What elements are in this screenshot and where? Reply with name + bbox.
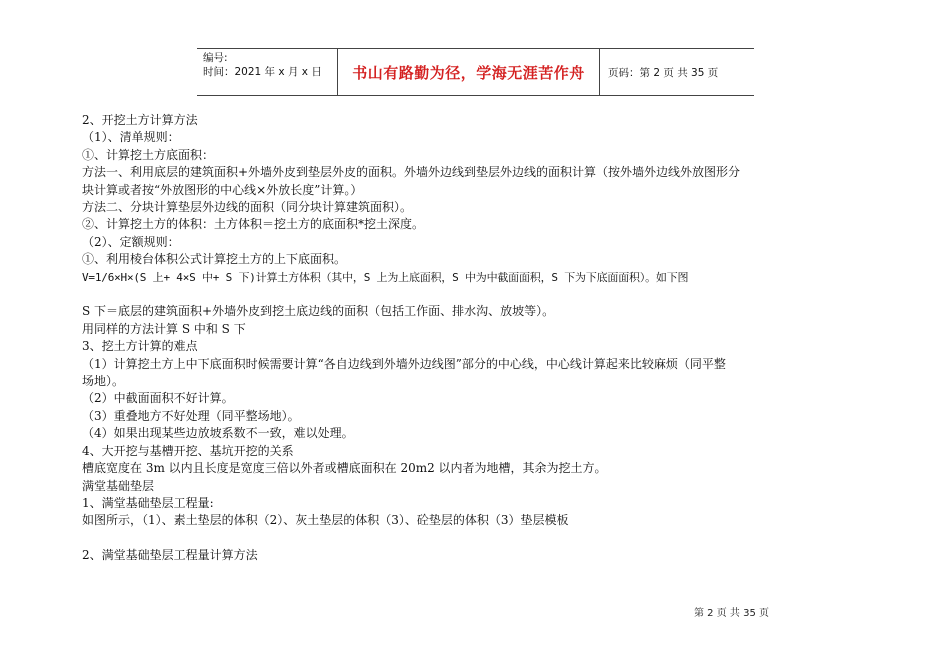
- body-line: 槽底宽度在 3m 以内且长度是宽度三倍以外者或槽底面积在 20m2 以内者为地槽，其余为挖土方。: [82, 461, 607, 476]
- blank-line: [82, 286, 830, 303]
- header-page-cell: [600, 49, 754, 95]
- subheading: （2）、定额规则：: [82, 234, 180, 249]
- body-line: （2）中截面面积不好计算。: [82, 391, 234, 406]
- body-line: ①、计算挖土方底面积：: [82, 147, 215, 162]
- blank-line: [82, 530, 830, 547]
- body-line: S 下＝底层的建筑面积+外墙外皮到挖土底边线的面积（包括工作面、排水沟、放坡等）。: [82, 304, 555, 319]
- body-line: 1、满堂基础垫层工程量:: [82, 495, 214, 510]
- body-line: （4）如果出现某些边放坡系数不一致，难以处理。: [82, 426, 354, 441]
- body-line: ②、计算挖土方的体积：土方体积＝挖土方的底面积*挖土深度。: [82, 217, 425, 232]
- body-line: （3）重叠地方不好处理（同平整场地）。: [82, 408, 300, 423]
- body-line: 用同样的方法计算 S 中和 S 下: [82, 321, 246, 336]
- motto-text: 书山有路勤为径，学海无涯苦作舟: [352, 63, 585, 82]
- body-line: 场地）。: [82, 374, 125, 389]
- body-line: 如图所示，（1）、素土垫层的体积（2）、灰土垫层的体积（3）、砼垫层的体积（3）垫层模板: [82, 513, 569, 528]
- section-heading: 4、大开挖与基槽开挖、基坑开挖的关系: [82, 443, 294, 458]
- body-line: （1）计算挖土方上中下底面积时候需要计算“各自边线到外墙外边线图”部分的中心线，中心线计算起来比较麻烦（同平整: [82, 356, 726, 371]
- formula-line: V=1/6×H×(S 上+ 4×S 中+ S 下)计算土方体积（其中，S 上为上底面积，S 中为中截面面积，S 下为下底面面积）。如下图: [82, 270, 689, 284]
- document-body: [82, 112, 830, 565]
- section-heading: 3、挖土方计算的难点: [82, 339, 198, 354]
- section-heading: 2、开挖土方计算方法: [82, 113, 198, 127]
- page-code: 页码：第 2 页 共 35 页: [608, 66, 719, 79]
- page-footer: [694, 604, 769, 619]
- body-line: 2、满堂基础垫层工程量计算方法: [82, 548, 258, 563]
- body-line: 方法一、利用底层的建筑面积+外墙外皮到垫层外皮的面积。外墙外边线到垫层外边线的面积计算（按外墙外边线外放图形分: [82, 165, 741, 180]
- body-line: ①、利用棱台体积公式计算挖土方的上下底面积。: [82, 252, 347, 267]
- body-line: 方法二、分块计算垫层外边线的面积（同分块计算建筑面积）。: [82, 200, 413, 215]
- time-label: 时间：2021 年 x 月 x 日: [203, 66, 322, 78]
- header-table: [197, 48, 754, 96]
- header-motto-cell: [338, 49, 600, 95]
- body-line: 块计算或者按“外放图形的中心线×外放长度”计算。）: [82, 182, 363, 197]
- footer-page-number: 第 2 页 共 35 页: [694, 608, 769, 619]
- header-info-cell: [197, 49, 338, 95]
- section-heading: 满堂基础垫层: [82, 478, 155, 493]
- subheading: （1）、清单规则：: [82, 130, 180, 145]
- number-label: 编号:: [203, 52, 228, 64]
